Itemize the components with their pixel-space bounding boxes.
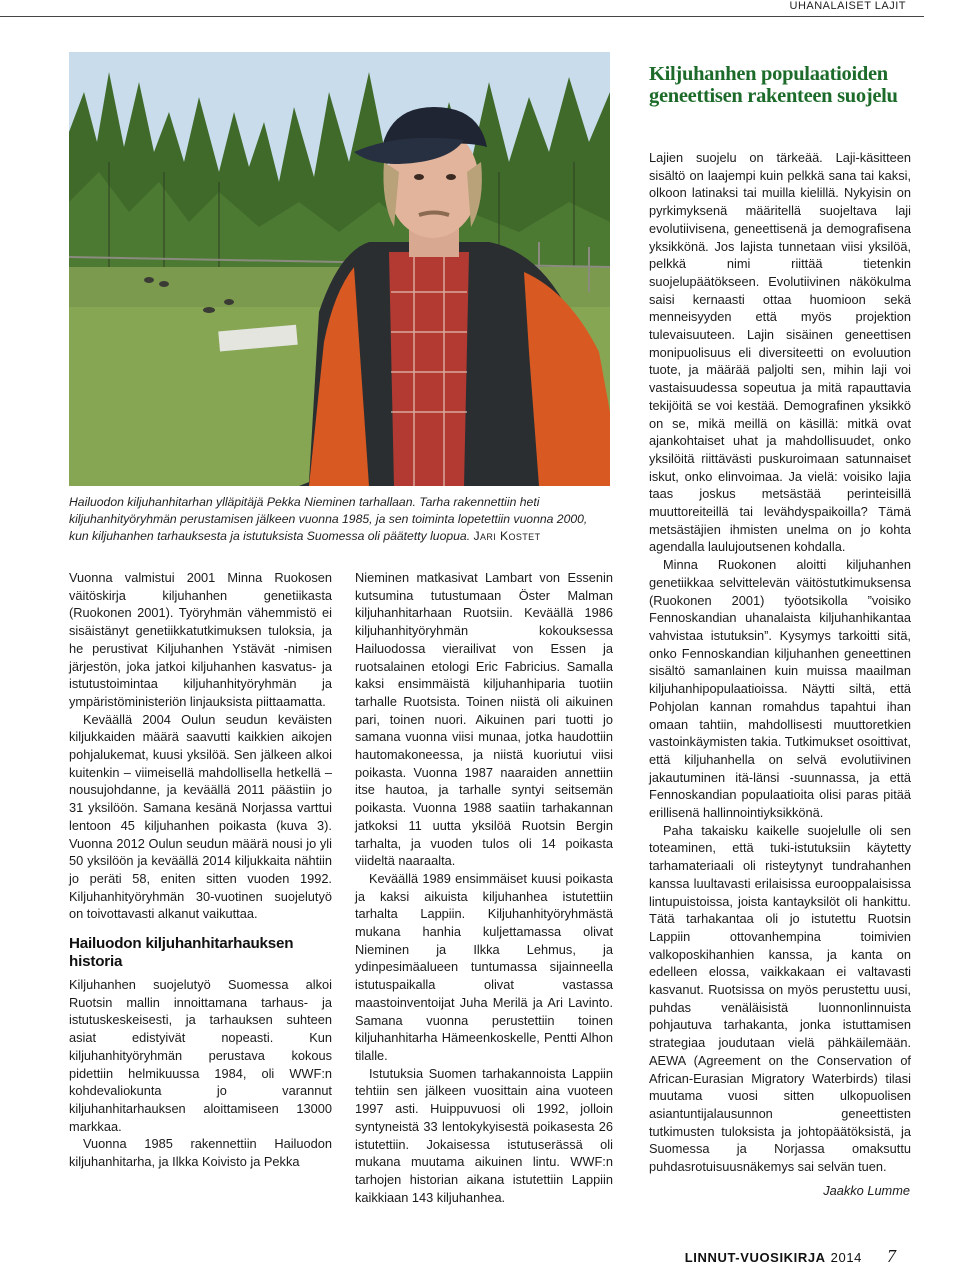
photographer-credit: Jari Kostet — [473, 529, 541, 544]
paragraph: Paha takaisku kaikelle suojelulle oli sen toteaminen, että tuki-istutuksiin käytetty tarhamateriaali oli risteytynyt tundrahanhen kanssa luultavasti erilaisissa eurooppalaisissa lintupuistoissa, joista kantayksilöt oli hankittu. Tätä tarhakantaa oli jo istutettu Ruotsin Lappiin ottovanhempina toimivien valkoposkihanhien kanssa, ja kanta on edelleen elossa, vaikkakaan ei valtavasti kasvanut. Ruotsissa on myös perustettu uusi, puhdas venäläisistä luonnonlinnuista pohjautuva tarhakanta, jonka istuttamisen strategiaa joudutaan vielä pähkäilemään. AEWA (Agreement on the Conservation of African-Eurasian Migratory Waterbirds) tilasi muutama vuosi sitten ulkopuolisen asiantuntijalausunnon geneettisten tutkimusten tuloksista ja johtopäätöksistä, ja Suomessa ja Norjassa omaksuttu puhdasrotuisuusnäkemys sai selvän tuen. — [649, 822, 911, 1175]
article-title: Kiljuhanhen populaatioiden geneettisen rakenteen suojelu — [649, 63, 898, 107]
paragraph: Vuonna 1985 rakennettiin Hailuodon kiljuhanhitarha, ja Ilkka Koivisto ja Pekka — [69, 1136, 332, 1170]
paragraph: Istutuksia Suomen tarhakannoista Lappiin tehtiin sen jälkeen vuosittain aina vuoteen 1997 asti. Huippuvuosi oli 1992, jolloin syntyneistä 33 lentokykyisestä poikasesta 26 istutettiin. Jokaisessa istutuserässä oli mukana muutama aikuinen lintu. WWF:n tarhojen historian aikana istutettiin Lappiin kaikkiaan 143 kiljuhanhea. — [355, 1065, 613, 1205]
running-header — [0, 0, 960, 18]
text-column-3 — [649, 149, 911, 1199]
publication-name: LINNUT-VUOSIKIRJA — [684, 1250, 826, 1265]
page-footer — [685, 1246, 896, 1267]
text-column-1 — [69, 569, 332, 1171]
caption-text: Hailuodon kiljuhanhitarhan ylläpitäjä Pekka Nieminen tarhallaan. Tarha rakennettiin heti kiljuhanhityöryhmän perustamisen jälkeen vuonna 1985, ja sen toiminta lopetettiin vuonna 2000, kun kiljuhanhen tarhauksesta ja istutuksista Suomessa oli päätetty luopua. — [69, 495, 588, 544]
paragraph: Keväällä 2004 Oulun seudun keväisten kiljukkaiden määrä saavutti kaikkien aikojen pohjalukemat, kuusi yksilöä. Sen jälkeen alkoi kuitenkin – viimeisellä mahdollisella hetkellä – nousujohdanne, ja keväällä 2011 päästiin jo 31 yksilöön. Samana kesänä Norjassa varttui lentoon 45 kiljuhanhen poikasta (kuva 3). Vuonna 2012 Oulun seudun määrä nousi jo yli 50 yksilöön ja keväällä 2014 kiljukkaita nähtiin jo peräti 58, eniten sitten vuoden 1992. Kiljuhanhityöryhmän 30-vuotinen suojelutyö on toivottavasti alkanut vaikuttaa. — [69, 711, 332, 922]
publication-year: 2014 — [830, 1250, 862, 1265]
paragraph: Lajien suojelu on tärkeää. Laji-käsitteen sisältö on laajempi kuin pelkkä sana tai kaksi, olkoon latinaksi tai muilla kielillä. Nykyisin on pyrkimyksenä määritellä suojeltava laji evolutiivisena, geneettisenä ja demografisena yksikkönä. Jos lajista tunnetaan viisi yksilöä, pelkkä nimi riittää tietenkin suojelupäätökseen. Evolutiivinen näkökulma saisi kernaasti ottaa huomioon sekä menneisyyden että myös projektion tulevaisuuteen. Lajin sisäinen geneettisen monipuolisuus eli diversiteetti on evoluution tuote, ja määrää paljolti sen, mihin laji voi vastaisuudessa sopeutua ja mitä rapauttavia tekijöitä se voi kestää. Demografinen yksikkö on se, mikä meillä on käsillä: mitkä ovat ajankohtaiset uhat ja mahdollisuudet, onko yksilöitä riittävästi puskuroimaan satunnaiset iskut, onko elinvoimaa. Ja vielä: voisiko lajia taas joskus metsästää perinteisillä muuttoreiteillä tai levähdyspaikoilla? Tämä metsästäjien ihmisten unelma on jo kohta agendalla laulujoutsenen kohdalla. — [649, 150, 911, 555]
paragraph: Kiljuhanhen suojelutyö Suomessa alkoi Ruotsin mallin innoittamana tarhaus- ja istutuskeskeisesti, ja tarhauksen suhteen asiat edistyivät nopeasti. Kun kiljuhanhityöryhmän perustava kokous pidettiin helmikuussa 1984, oli WWF:n kohdevaliokunta jo varannut kiljuhanhitarhauksen aloittamiseen 13000 markkaa. — [69, 977, 332, 1134]
photo-farmer-in-goose-field-icon — [69, 52, 610, 486]
paragraph: Keväällä 1989 ensimmäiset kuusi poikasta ja kaksi aikuista kiljuhanhea istutettiin tarhalta Lappiin. Kiljuhanhityöryhmästä mukana hanhia kuljettamassa olivat Nieminen ja Ilkka Lehmus, ja ydinpesimäalueen tuntumassa sijainneella istutuspaikalla olivat vastassa maastoinventoijat Juha Merilä ja Ari Lavinto. Samana vuonna perustettiin toinen kiljuhanhitarha Hämeenkoskelle, Pentti Alhon tilalle. — [355, 870, 613, 1063]
paragraph: Nieminen matkasivat Lambart von Essenin kutsumina tutustumaan Öster Malman kiljuhanhitarhaan Ruotsiin. Keväällä 1986 kiljuhanhityöryhmän kokouksessa Hailuodossa vierailivat von Essen ja ruotsalainen etologi Eric Fabricius. Samalla kaksi ensimmäistä kiljuhanhiparia tuotiin tarhalle Ruotsista. Toinen niistä oli aikuinen pari, toinen nuori. Aikuinen pari tuotti jo samana vuonna viisi munaa, jotka haudottiin hautomakoneessa, ja niistä kuoriutui viisi poikasta. Vuonna 1987 naaraiden annettiin itse hautoa, ja tarhalle syntyi seitsemän poikasta. Vuonna 1988 saatiin tarhakannan jatkoksi 11 uutta yksilöä Ruotsin Bergin tarhalta, ja vuoden tulos oli 14 poikasta viideltä naaraalta. — [355, 570, 613, 869]
text-column-2 — [355, 569, 613, 1206]
author-signature: Jaakko Lumme — [823, 1182, 910, 1198]
header-rule — [0, 16, 924, 17]
paragraph: Vuonna valmistui 2001 Minna Ruokosen väitöskirja kiljuhanhen genetiikasta (Ruokonen 2001). Työryhmän vähemmistö ei sisäistänyt genetiikkatutkimuksen tuloksia, ja he perustivat Kiljuhanhen Ystävät -nimisen järjestön, joka jatkoi kiljuhanhen kasvatus- ja istutustoimintaa kiljuhanhityöryhmän ja ympäristöministeriön linjauksista piittaamatta. — [69, 570, 332, 709]
article-photo — [69, 52, 610, 486]
page-number: 7 — [887, 1246, 896, 1266]
section-heading: Hailuodon kiljuhanhitarhauksen historia — [69, 935, 294, 971]
photo-caption — [69, 494, 610, 546]
paragraph: Minna Ruokonen aloitti kiljuhanhen genetiikkaa selvittelevän väitöstutkimuksensa (Ruokonen 2001) työotsikolla ”voisiko Fennoskandian uhanalaista kiljuhanhikantaa vahvistaa istutuksin”. Kysymys tarkoitti sitä, onko Fennoskandian kiljuhanhen geneettinen sisältö samanlainen kuin muissa maailman kiljuhanhipopulaatioissa. Näytti siltä, että Pohjolan kannan romahdus tapahtui ihan omaan tahtiin, mahdollisesti muuttoretkien vastoinkäymisten takia. Tutkimukset osoittivat, että kiljuhanhella on selvä evolutiivinen jakautuminen itä-länsi -suunnassa, ja että Fennoskandian populaatioita olisi paras pitää erillisenä hallinnointiyksikkönä. — [649, 557, 911, 821]
section-label: UHANALAISET LAJIT — [789, 0, 906, 12]
